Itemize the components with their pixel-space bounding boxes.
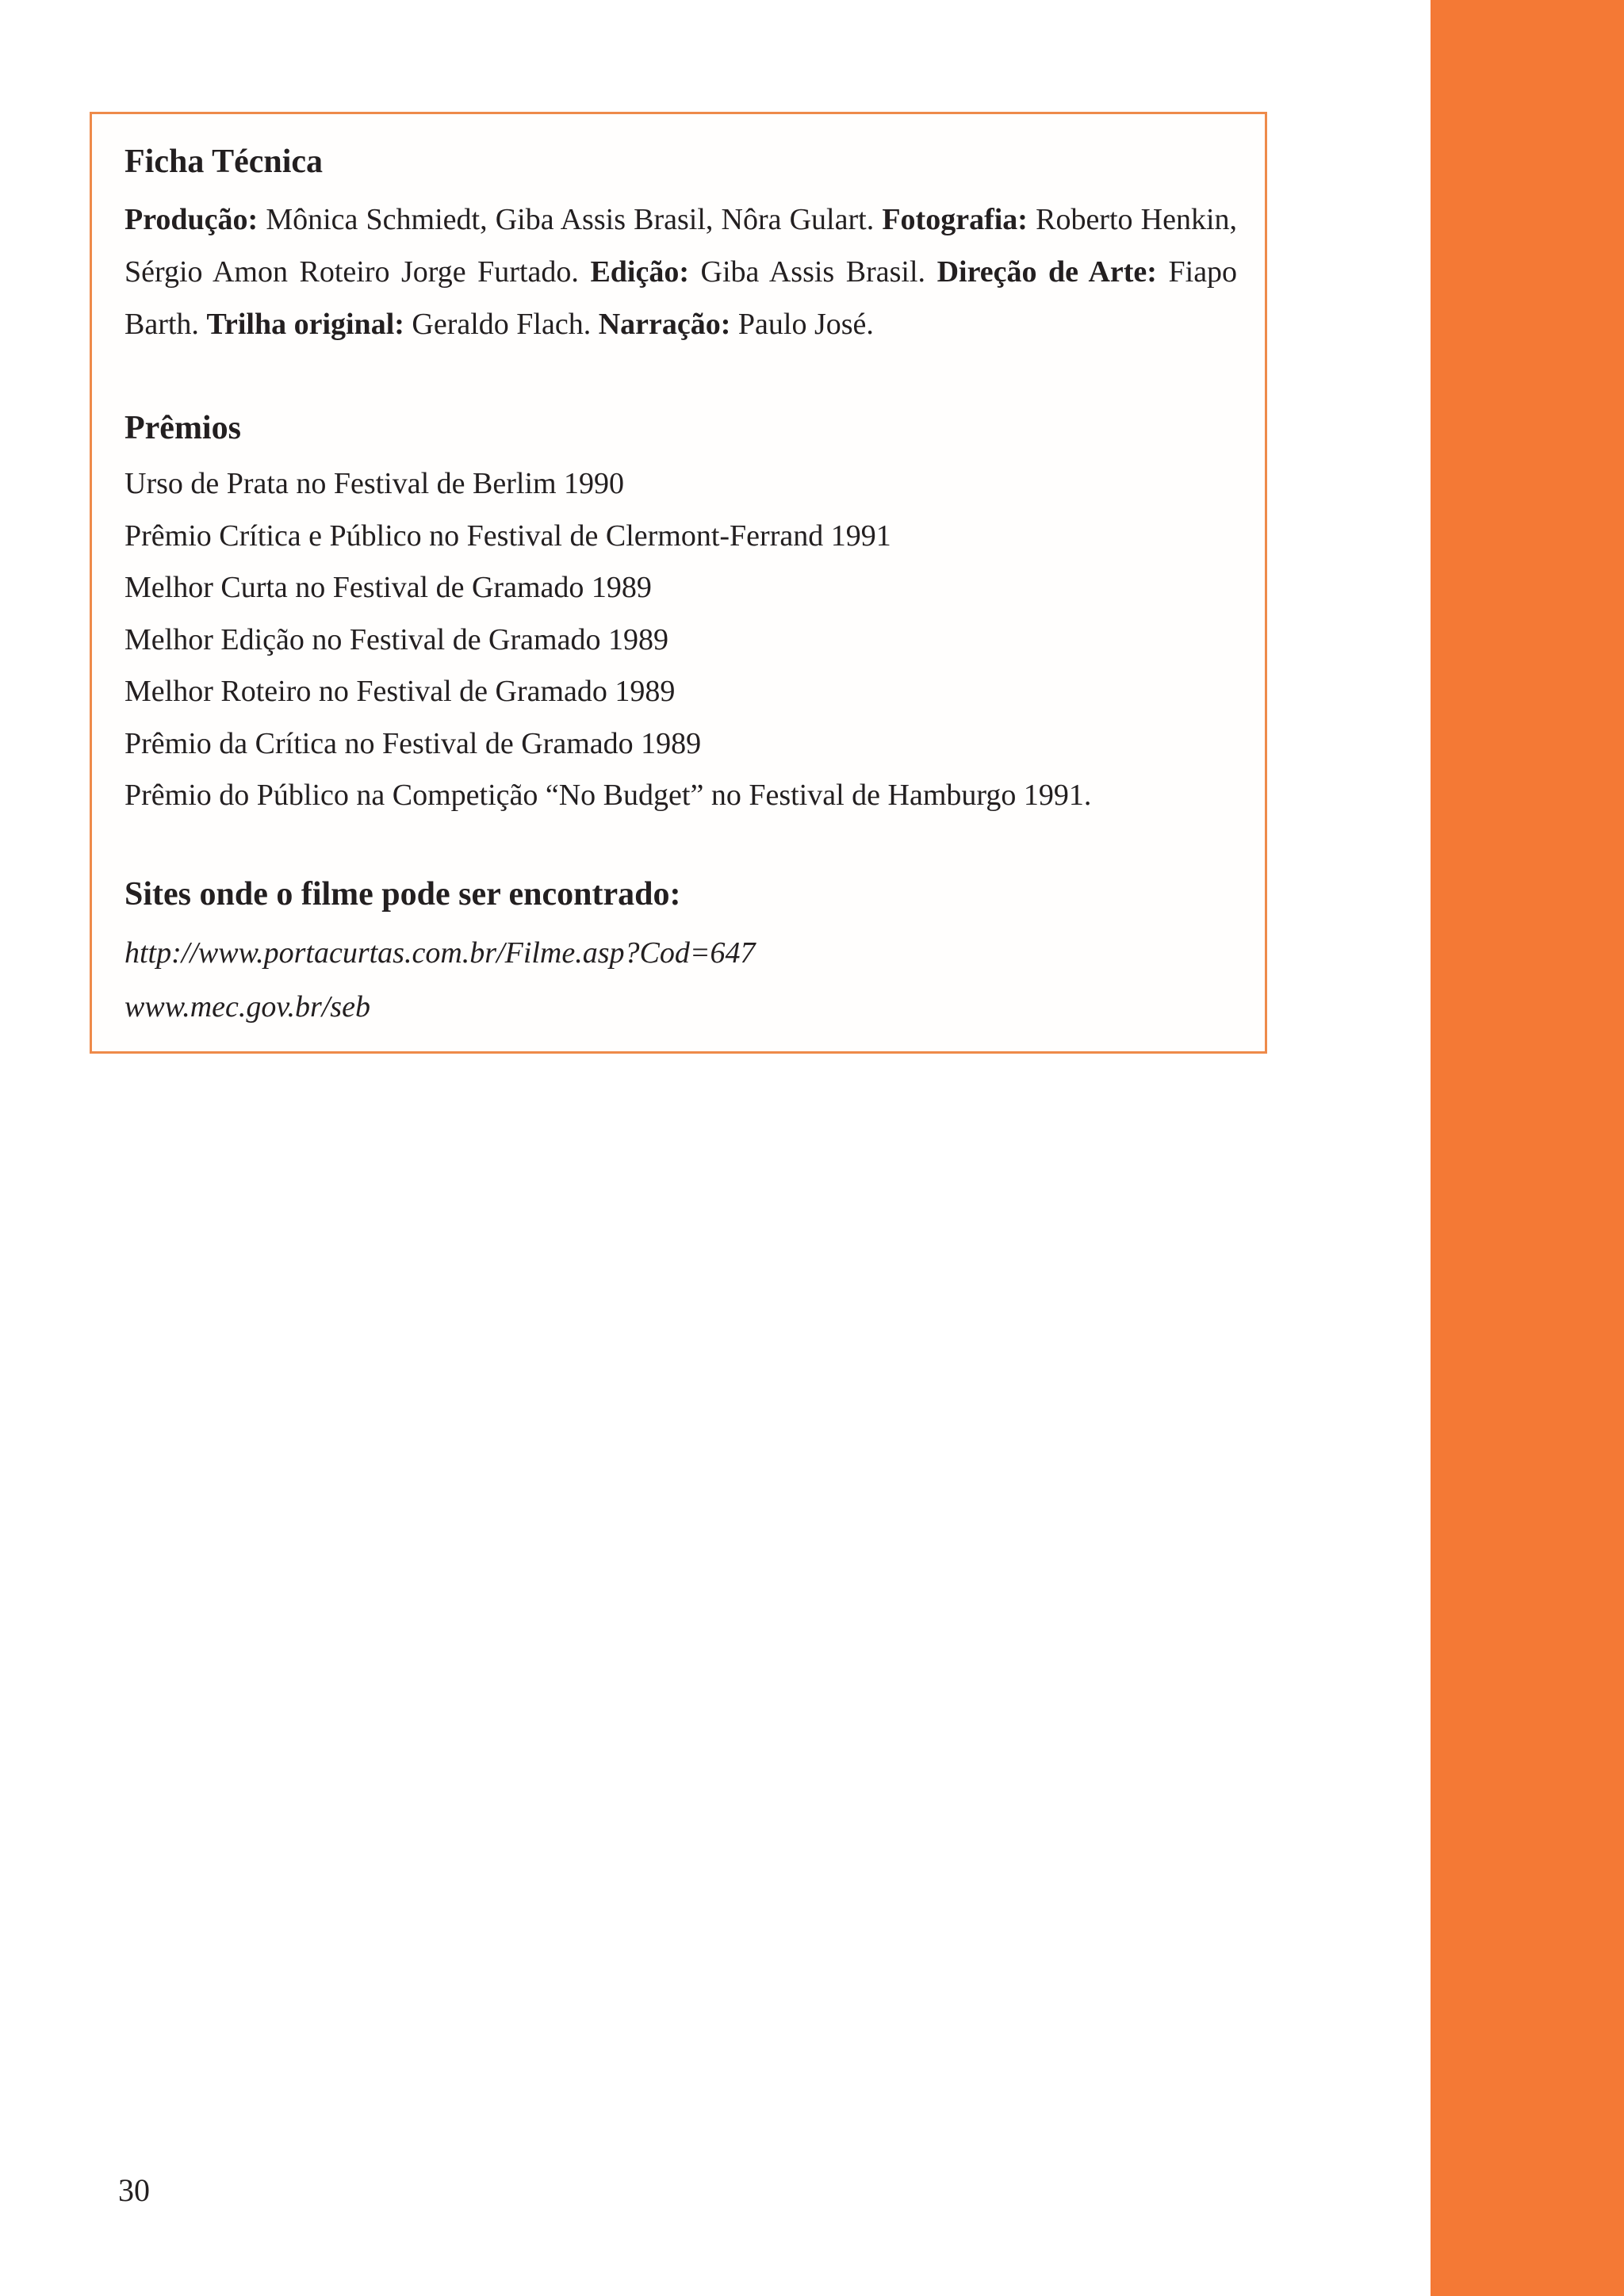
- credit-role: Produção:: [124, 203, 259, 236]
- page-number: 30: [118, 2172, 150, 2208]
- orange-side-bar: [1431, 0, 1624, 2296]
- credit-role: Narração:: [598, 308, 731, 341]
- awards-list: [124, 458, 1091, 822]
- credit-names: Giba Assis Brasil.: [700, 255, 926, 289]
- award-item: Prêmio do Público na Competição “No Budget” no Festival de Hamburgo 1991.: [124, 779, 1092, 812]
- site-link[interactable]: www.mec.gov.br/seb: [124, 990, 370, 1024]
- award-item: Melhor Curta no Festival de Gramado 1989: [124, 571, 652, 604]
- credit-names: Geraldo Flach.: [412, 308, 592, 341]
- credit-role: Trilha original:: [206, 308, 404, 341]
- ficha-tecnica-credits: [124, 193, 1237, 350]
- site-link[interactable]: http://www.portacurtas.com.br/Filme.asp?Cod=647: [124, 936, 756, 970]
- credit-role: Fotografia:: [882, 203, 1028, 236]
- credit-names: Mônica Schmiedt, Giba Assis Brasil, Nôra Gulart.: [266, 203, 875, 236]
- film-info-box: [90, 112, 1267, 1054]
- credit-role: Edição:: [590, 255, 689, 289]
- sites-list: [124, 926, 756, 1034]
- credit-names: Fiapo Barth.: [124, 255, 1238, 341]
- award-item: Urso de Prata no Festival de Berlim 1990: [124, 467, 625, 500]
- award-item: Prêmio Crítica e Público no Festival de Clermont-Ferrand 1991: [124, 519, 891, 553]
- sites-heading: Sites onde o filme pode ser encontrado:: [124, 876, 681, 913]
- award-item: Melhor Edição no Festival de Gramado 1989: [124, 622, 668, 656]
- credit-names: Paulo José.: [737, 308, 874, 341]
- award-item: Prêmio da Crítica no Festival de Gramado 1989: [124, 726, 702, 760]
- award-item: Melhor Roteiro no Festival de Gramado 1989: [124, 675, 676, 708]
- ficha-tecnica-heading: Ficha Técnica: [124, 144, 324, 180]
- credit-names: Roberto Henkin, Sérgio Amon Roteiro Jorge Furtado.: [124, 203, 1238, 289]
- credit-role: Direção de Arte:: [936, 255, 1157, 289]
- premios-heading: Prêmios: [124, 410, 241, 446]
